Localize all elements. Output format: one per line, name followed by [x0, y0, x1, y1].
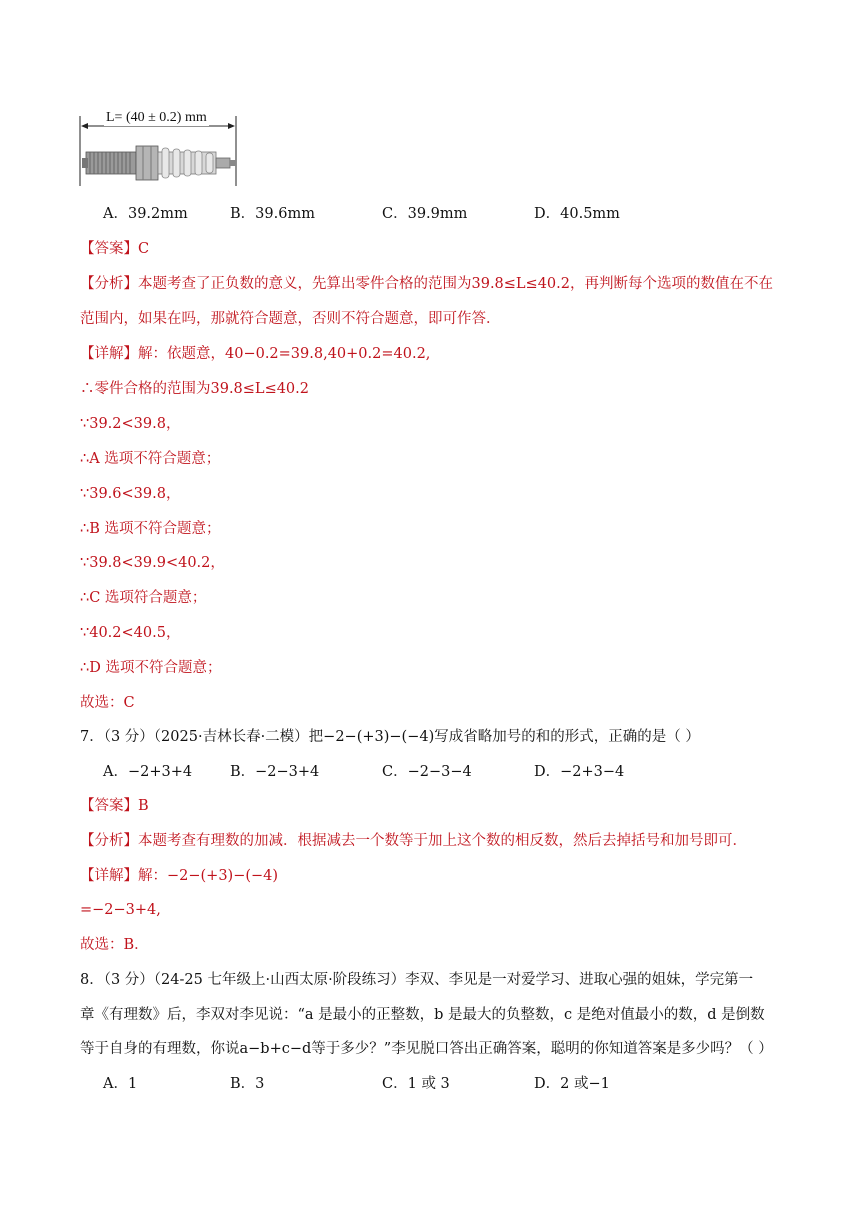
- q8-stem-line-2: 章《有理数》后，李双对李见说：“a 是最小的正整数，b 是最大的负整数，c 是绝对值最小的数，d 是倒数: [80, 1007, 765, 1023]
- option-text: 40.5mm: [560, 206, 620, 222]
- q8-option-d: [534, 1074, 610, 1094]
- option-text: −2+3−4: [560, 764, 625, 780]
- q7-option-d: [534, 762, 624, 782]
- q6-detail-line-3: ∵39.2<39.8，: [80, 416, 181, 432]
- q6-option-a: [103, 204, 188, 224]
- option-letter: C．: [382, 206, 408, 222]
- q7-option-a: [103, 762, 192, 782]
- option-letter: B．: [230, 206, 256, 222]
- q7-detail-line-1: [80, 866, 278, 886]
- option-text: 39.9mm: [407, 206, 468, 222]
- q6-analysis-line-1: [80, 274, 773, 294]
- option-text: 2 或−1: [560, 1076, 610, 1092]
- analysis-text: 本题考查了正负数的意义，先算出零件合格的范围为39.8≤L≤40.2，再判断每个选项的数值在不在: [138, 276, 773, 292]
- detail-text: 解：依题意，40−0.2=39.8,40+0.2=40.2,: [138, 346, 431, 362]
- answer-value: B: [138, 798, 149, 814]
- detail-text: 解：−2−(+3)−(−4): [138, 868, 279, 884]
- analysis-text: 本题考查有理数的加减．根据减去一个数等于加上这个数的相反数，然后去掉括号和加号即可．: [138, 833, 747, 849]
- q6-detail-line-1: [80, 344, 430, 364]
- q6-option-b: [230, 204, 315, 224]
- option-letter: A．: [103, 1076, 128, 1092]
- q6-detail-line-2: ∴零件合格的范围为39.8≤L≤40.2: [80, 381, 309, 397]
- q8-stem-line-3: 等于自身的有理数，你说a−b+c−d等于多少？”李见脱口答出正确答案，聪明的你知道答案是多少吗？（ ）: [80, 1041, 773, 1057]
- q7-answer: [80, 796, 149, 816]
- option-letter: D．: [534, 1076, 561, 1092]
- q6-detail-line-8: ∴C 选项符合题意；: [80, 590, 207, 606]
- option-text: 3: [255, 1076, 265, 1092]
- option-letter: A．: [103, 764, 128, 780]
- q6-answer: [80, 239, 149, 259]
- detail-tag: 【详解】: [80, 346, 138, 362]
- q6-detail-line-5: ∵39.6<39.8，: [80, 486, 181, 502]
- q8-stem-line-1: 8．（3 分）（24-25 七年级上·山西太原·阶段练习）李双、李见是一对爱学习、进取心强的姐妹，学完第一: [80, 972, 754, 988]
- q6-detail-line-9: ∵40.2<40.5，: [80, 625, 181, 641]
- dimension-label: L= (40 ± 0.2) mm: [106, 110, 207, 125]
- option-text: 1 或 3: [407, 1076, 450, 1092]
- analysis-tag: 【分析】: [80, 276, 138, 292]
- analysis-tag: 【分析】: [80, 833, 138, 849]
- q7-stem: 7．（3 分）（2025·吉林长春·二模）把−2−(+3)−(−4)写成省略加号的和的形式，正确的是（ ）: [80, 729, 700, 745]
- option-text: 39.2mm: [127, 206, 188, 222]
- option-text: −2−3+4: [255, 764, 320, 780]
- q6-option-d: [534, 204, 620, 224]
- option-letter: D．: [534, 206, 561, 222]
- answer-value: C: [138, 241, 150, 257]
- q7-option-c: [382, 762, 472, 782]
- q8-option-b: [230, 1074, 264, 1094]
- detail-tag: 【详解】: [80, 868, 138, 884]
- answer-tag: 【答案】: [80, 241, 138, 257]
- option-text: −2+3+4: [127, 764, 193, 780]
- option-letter: C．: [382, 764, 408, 780]
- q7-detail-line-2: =−2−3+4,: [80, 902, 161, 918]
- q7-detail-line-3: 故选：B．: [80, 937, 149, 953]
- option-letter: C．: [382, 1076, 408, 1092]
- option-letter: B．: [230, 1076, 256, 1092]
- q7-analysis: [80, 831, 747, 851]
- q6-detail-line-10: ∴D 选项不符合题意；: [80, 660, 222, 676]
- answer-tag: 【答案】: [80, 798, 138, 814]
- q6-detail-line-6: ∴B 选项不符合题意；: [80, 521, 221, 537]
- q8-option-a: [103, 1074, 137, 1094]
- option-text: 39.6mm: [255, 206, 315, 222]
- q8-option-c: [382, 1074, 450, 1094]
- option-letter: B．: [230, 764, 256, 780]
- spark-plug-figure: [78, 108, 240, 188]
- option-letter: A．: [103, 206, 128, 222]
- q6-detail-line-11: 故选：C: [80, 695, 135, 711]
- option-text: 1: [127, 1076, 138, 1092]
- q6-detail-line-7: ∵39.8<39.9<40.2，: [80, 555, 225, 571]
- q7-option-b: [230, 762, 319, 782]
- option-text: −2−3−4: [407, 764, 472, 780]
- q6-analysis-line-2: 范围内，如果在吗，那就符合题意，否则不符合题意，即可作答．: [80, 311, 501, 327]
- option-letter: D．: [534, 764, 561, 780]
- q6-option-c: [382, 204, 467, 224]
- q6-detail-line-4: ∴A 选项不符合题意；: [80, 451, 221, 467]
